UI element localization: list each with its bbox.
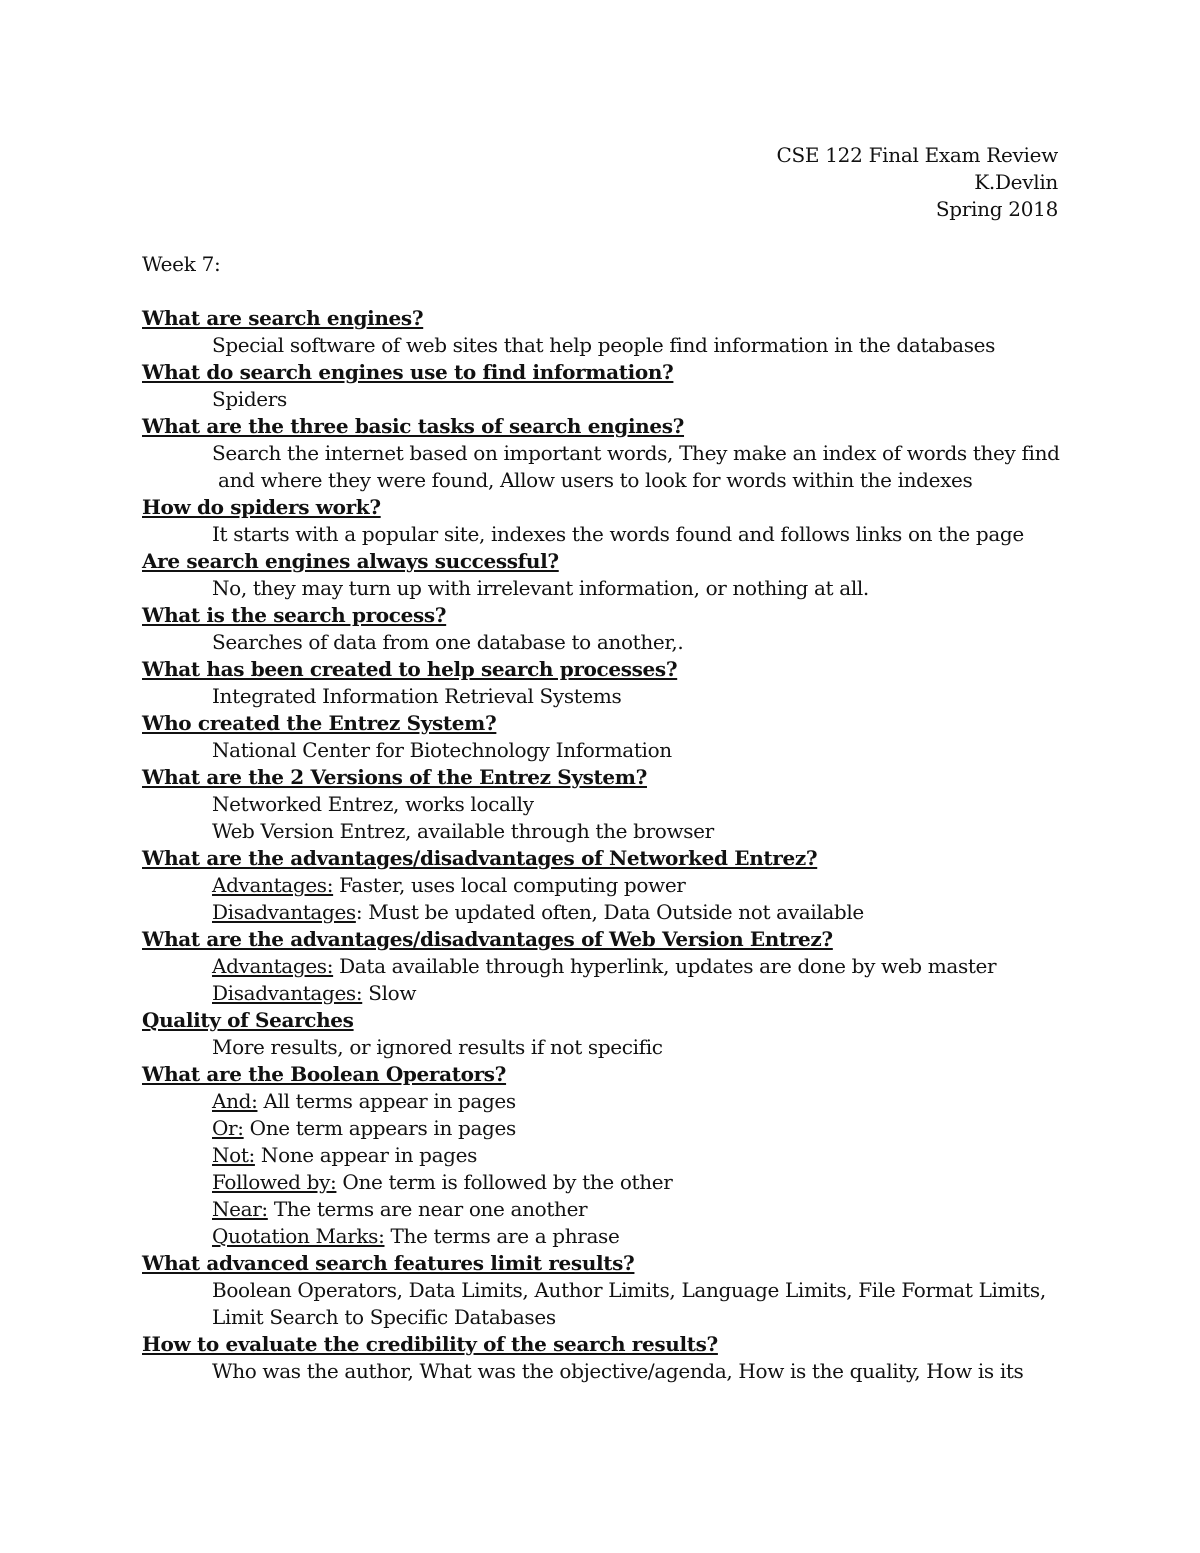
answer-label: Disadvantages: [212, 981, 363, 1005]
answer-text: One term is followed by the other [336, 1170, 673, 1194]
answer-label: Followed by: [212, 1170, 337, 1194]
answer: Special software of web sites that help people find information in the databases [212, 333, 996, 357]
answer-text: The terms are a phrase [384, 1224, 620, 1248]
answer-text: One term appears in pages [243, 1116, 516, 1140]
answer-text: : Must be updated often, Data Outside not available [355, 900, 864, 924]
answer: Who was the author, What was the objective/agenda, How is the quality, How is its [212, 1359, 1024, 1383]
question: How to evaluate the credibility of the search results? [142, 1332, 718, 1356]
answer-item [142, 1115, 1062, 1142]
answer: Spiders [212, 387, 287, 411]
qa-list [142, 305, 1062, 1385]
answer: Networked Entrez, works locally [212, 792, 534, 816]
answer-item [142, 1169, 1062, 1196]
answer-text: Slow [362, 981, 417, 1005]
answer: Searches of data from one database to another,. [212, 630, 684, 654]
question: What advanced search features limit results? [142, 1251, 635, 1275]
author-name: K.Devlin [974, 170, 1058, 194]
answer-label: Advantages: [212, 954, 334, 978]
answer: More results, or ignored results if not specific [212, 1035, 663, 1059]
answer-item [142, 1196, 1062, 1223]
answer: Search the internet based on important words, They make an index of words they find [212, 441, 1060, 465]
answer-label: Near: [212, 1197, 268, 1221]
answer-label: Quotation Marks: [212, 1224, 385, 1248]
answer-text: Data available through hyperlink, updates are done by web master [333, 954, 997, 978]
question: What has been created to help search processes? [142, 657, 678, 681]
question: Who created the Entrez System? [142, 711, 497, 735]
answer-label: Disadvantages [212, 900, 356, 924]
answer-label: Advantages: [212, 873, 334, 897]
answer-label: Not: [212, 1143, 255, 1167]
answer: No, they may turn up with irrelevant information, or nothing at all. [212, 576, 869, 600]
course-title: CSE 122 Final Exam Review [776, 143, 1058, 167]
answer-text: None appear in pages [254, 1143, 478, 1167]
question: What is the search process? [142, 603, 447, 627]
question: What are the three basic tasks of search engines? [142, 414, 685, 438]
answer-text: The terms are near one another [267, 1197, 588, 1221]
answer: Web Version Entrez, available through the browser [212, 819, 714, 843]
answer-item [142, 1142, 1062, 1169]
question: Quality of Searches [142, 1008, 354, 1032]
answer: Limit Search to Specific Databases [212, 1305, 556, 1329]
question: What are the advantages/disadvantages of Networked Entrez? [142, 846, 818, 870]
question: What are the 2 Versions of the Entrez System? [142, 765, 647, 789]
question: What are search engines? [142, 306, 424, 330]
answer-label: Or: [212, 1116, 244, 1140]
document-header [777, 142, 1059, 223]
question: What are the advantages/disadvantages of Web Version Entrez? [142, 927, 833, 951]
question: What do search engines use to find information? [142, 360, 674, 384]
term: Spring 2018 [935, 197, 1058, 221]
answer-item [142, 872, 1062, 899]
answer: Integrated Information Retrieval Systems [212, 684, 622, 708]
answer-item [142, 980, 1062, 1007]
answer: and where they were found, Allow users to look for words within the indexes [212, 468, 973, 492]
answer-item [142, 1088, 1062, 1115]
answer-item [142, 1223, 1062, 1250]
answer-item [142, 899, 1062, 926]
question: How do spiders work? [142, 495, 381, 519]
answer: Boolean Operators, Data Limits, Author Limits, Language Limits, File Format Limits, [212, 1278, 1046, 1302]
answer: National Center for Biotechnology Information [212, 738, 672, 762]
week-heading: Week 7: [142, 252, 221, 276]
answer-text: All terms appear in pages [257, 1089, 516, 1113]
answer-label: And: [212, 1089, 258, 1113]
answer-item [142, 953, 1062, 980]
answer: It starts with a popular site, indexes the words found and follows links on the page [212, 522, 1024, 546]
question: Are search engines always successful? [142, 549, 559, 573]
answer-text: Faster, uses local computing power [333, 873, 686, 897]
question: What are the Boolean Operators? [142, 1062, 507, 1086]
